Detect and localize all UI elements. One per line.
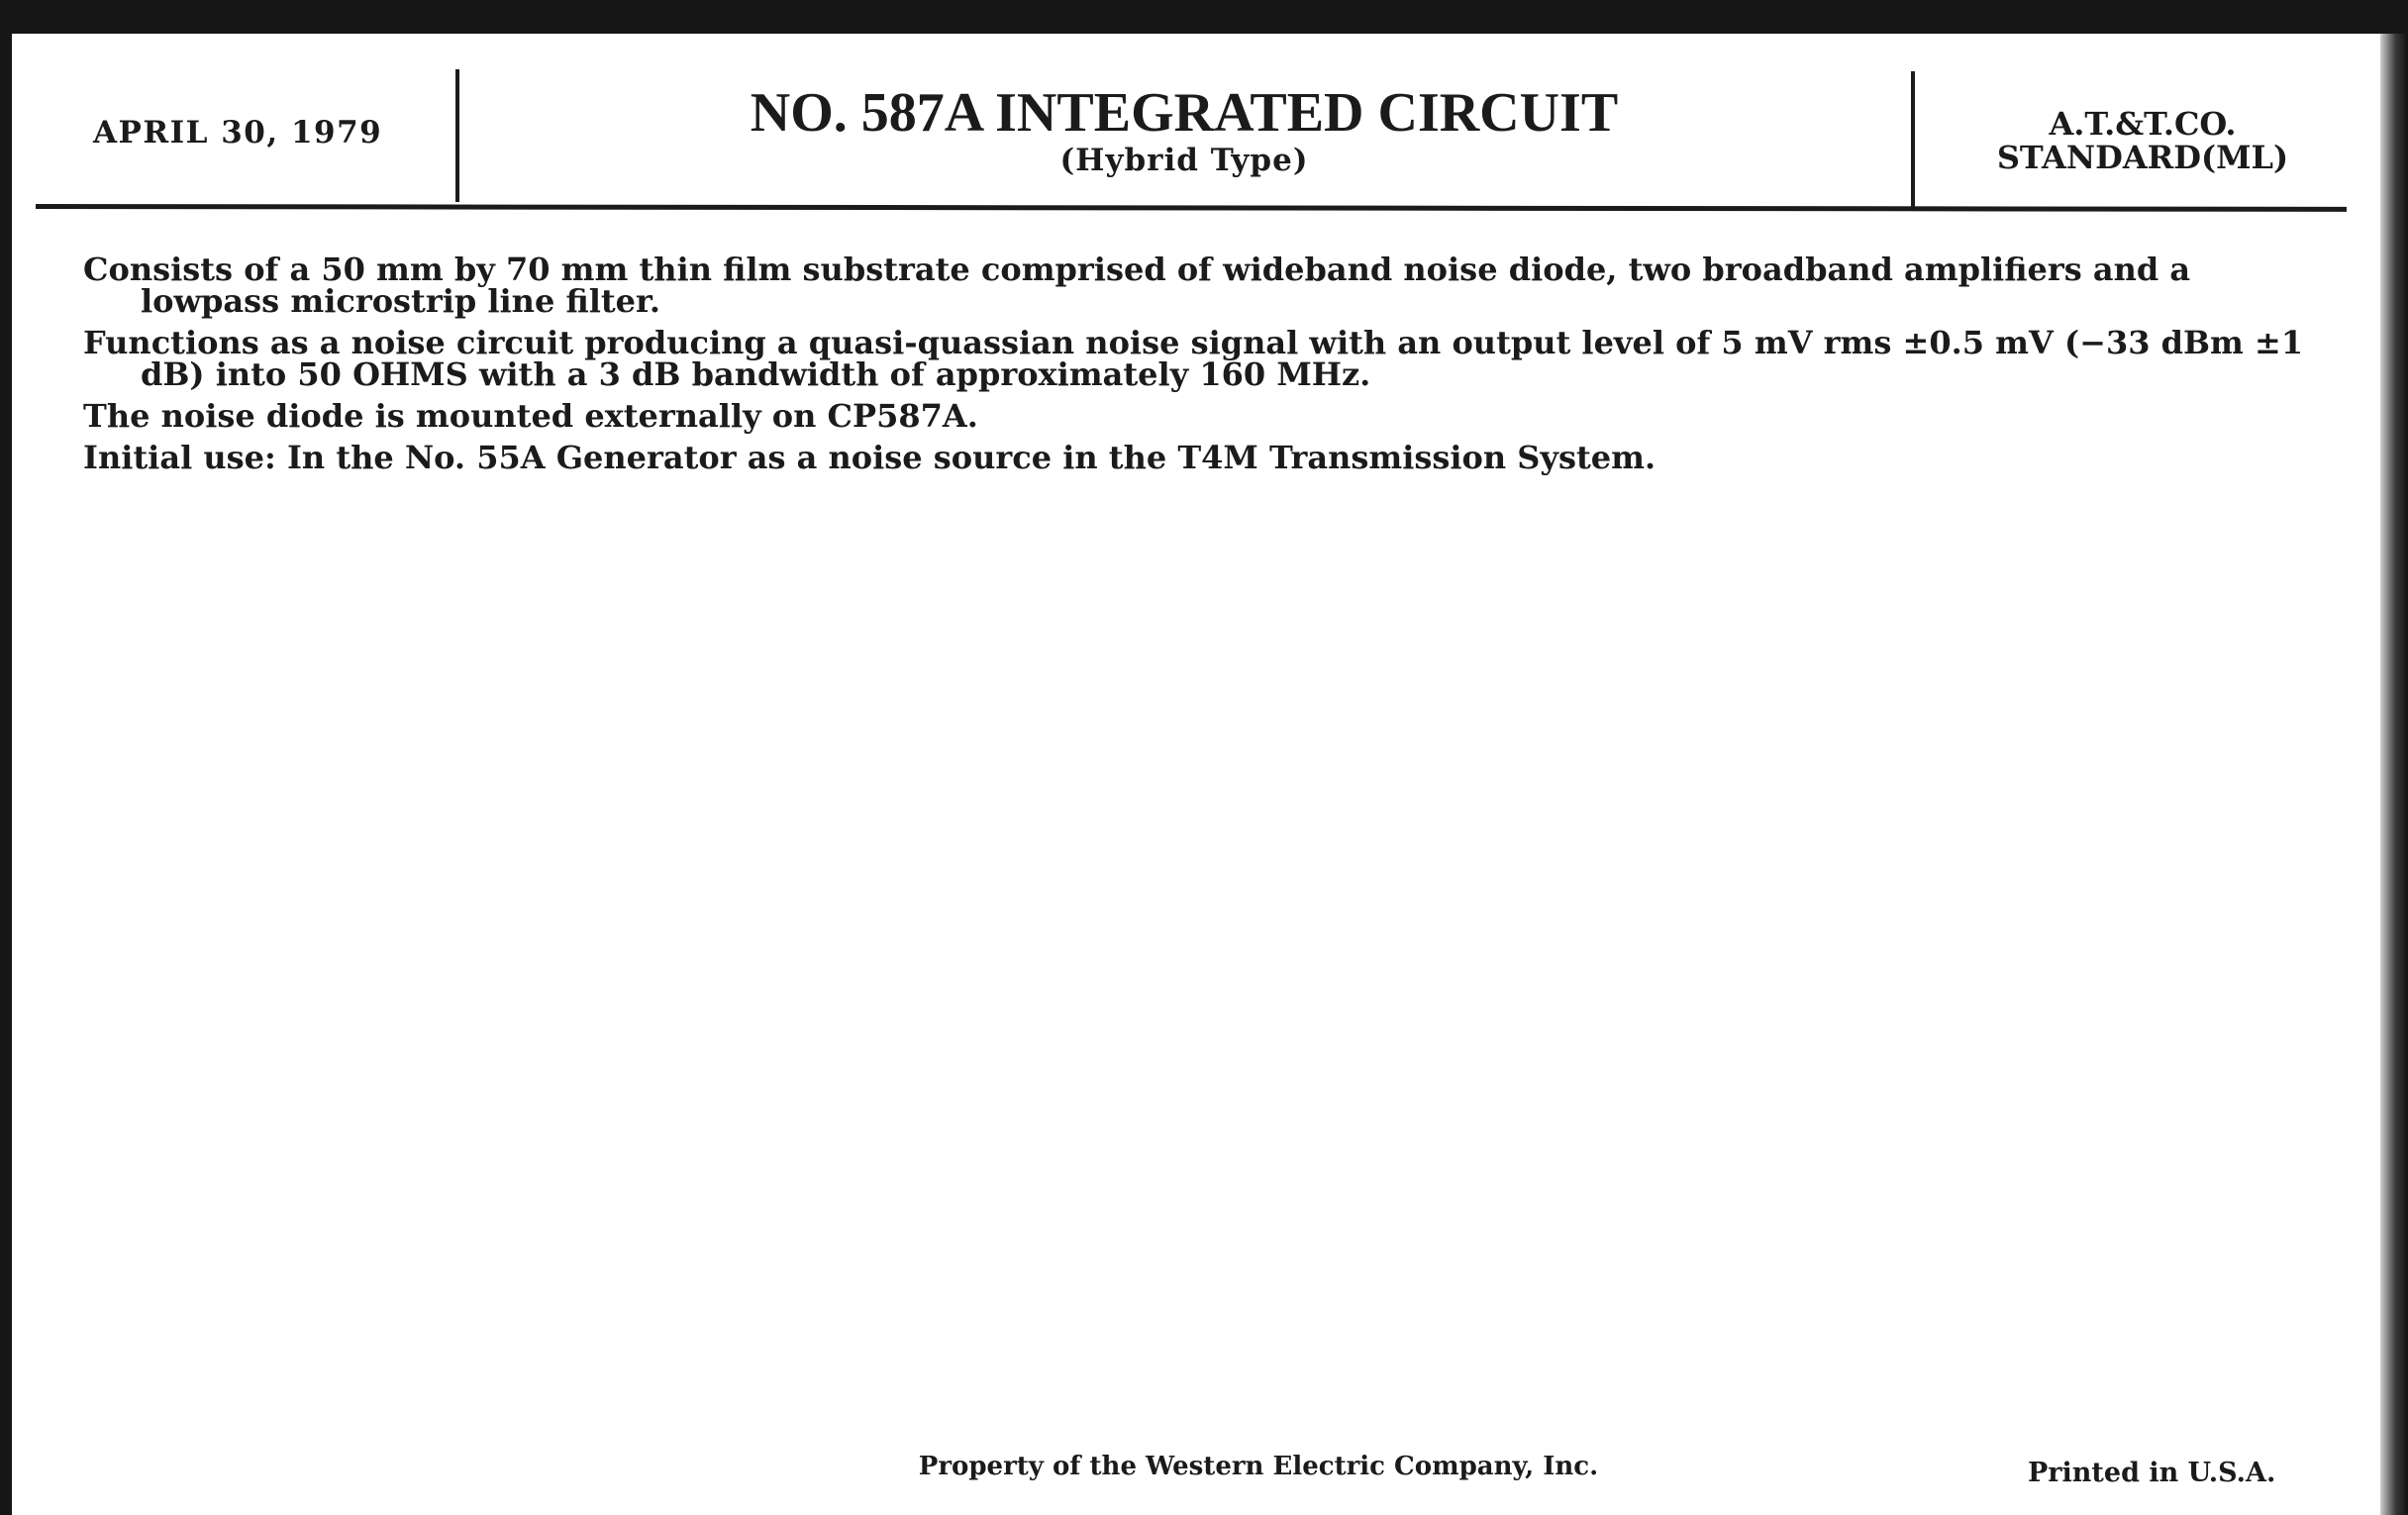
paragraph-construction: Consists of a 50 mm by 70 mm thin film substrate comprised of wideband noise diode, two broadband amplifiers and a lowpass microstrip line filter. [83, 251, 2191, 320]
header-divider-left [455, 69, 459, 202]
document-subtitle: (Hybrid Type) [1059, 143, 1309, 178]
document-page [12, 34, 2380, 1515]
property-notice: Property of the Western Electric Company, Inc. [918, 1452, 1599, 1481]
description-body [83, 253, 2309, 483]
paragraph-function: Functions as a noise circuit producing a quasi-quassian noise signal with an output level of 5 mV rms ±0.5 mV (−33 dBm ±1 dB) into 50 OHMS with a 3 dB bandwidth of approximately 160 MHz. [83, 324, 2304, 393]
document-title: NO. 587A INTEGRATED CIRCUIT [750, 82, 1619, 144]
scan-edge-shadow [2380, 34, 2408, 1515]
standard-label-line1: A.T.&T.CO. [2049, 105, 2237, 143]
issue-date: APRIL 30, 1979 [93, 115, 383, 151]
header-divider-right [1911, 71, 1915, 210]
paragraph-initial-use: Initial use: In the No. 55A Generator as a noise source in the T4M Transmission System. [83, 439, 1656, 476]
standard-label-line2: STANDARD(ML) [1996, 139, 2289, 176]
printed-notice: Printed in U.S.A. [2028, 1458, 2276, 1488]
header-rule [36, 204, 2347, 212]
paragraph-mounting: The noise diode is mounted externally on CP587A. [83, 397, 978, 435]
standard-label [1925, 107, 2360, 174]
